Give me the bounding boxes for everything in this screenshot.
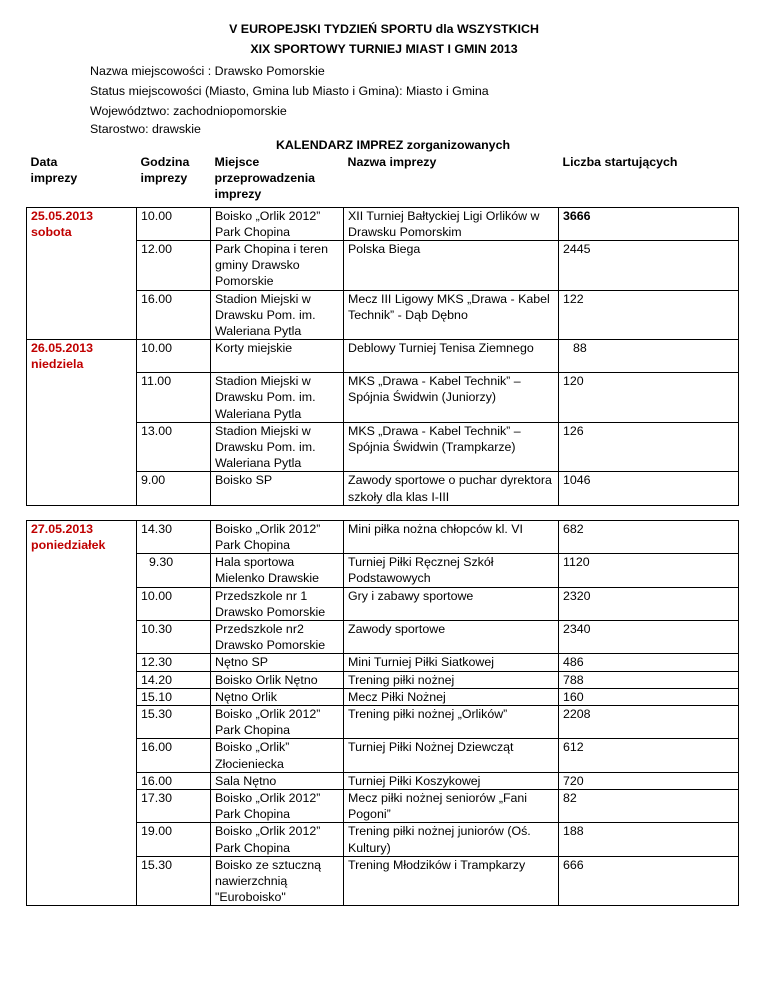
table-row	[27, 207, 739, 240]
place-text: Sala Nętno	[215, 773, 277, 788]
table-row	[27, 654, 739, 671]
table-row	[27, 290, 739, 340]
info-status: Status miejscowości (Miasto, Gmina lub Miasto i Gmina): Miasto i Gmina	[90, 84, 489, 98]
event-name-text: Deblowy Turniej Tenisa Ziemnego	[348, 341, 534, 356]
column-header: Nazwa imprezy	[347, 155, 437, 169]
place-cell	[211, 739, 344, 772]
place-text: Boisko ze sztuczną nawierzchnią "Euroboisko"	[215, 857, 322, 905]
place-text: Korty miejskie	[215, 341, 293, 356]
event-name-text: Gry i zabawy sportowe	[348, 588, 474, 603]
place-text: Boisko Orlik Nętno	[215, 672, 318, 687]
count-cell: 2445	[559, 241, 739, 291]
table-row	[27, 587, 739, 620]
time-cell: 16.00	[137, 290, 211, 340]
event-name-cell	[344, 790, 559, 823]
place-cell	[211, 207, 344, 240]
date-cell	[27, 654, 137, 671]
event-date: 26.05.2013	[31, 341, 94, 356]
event-date: 25.05.2013	[31, 208, 94, 223]
column-header: Godzina imprezy	[140, 155, 190, 186]
event-name-text: Zawody sportowe o puchar dyrektora szkoły dla klas I-III	[348, 473, 552, 504]
count-cell: 122	[559, 290, 739, 340]
event-name-text: Turniej Piłki Ręcznej Szkół Podstawowych	[348, 555, 494, 586]
place-cell	[211, 587, 344, 620]
date-cell	[27, 587, 137, 620]
event-name-cell	[344, 706, 559, 739]
event-name-cell	[344, 772, 559, 789]
place-text: Przedszkole nr2 Drawsko Pomorskie	[215, 621, 326, 653]
date-cell	[27, 772, 137, 789]
count-cell: 612	[559, 739, 739, 772]
doc-title-line2: XIX SPORTOWY TURNIEJ MIAST I GMIN 2013	[250, 42, 518, 56]
table-row	[27, 856, 739, 906]
place-text: Boisko SP	[215, 473, 273, 488]
place-text: Hala sportowa Mielenko Drawskie	[215, 555, 319, 586]
info-locality: Nazwa miejscowości : Drawsko Pomorskie	[90, 64, 325, 78]
event-name-cell	[344, 688, 559, 705]
date-cell	[27, 472, 137, 505]
event-name-text: XII Turniej Bałtyckiej Ligi Orlików w Drawsku Pomorskim	[348, 208, 540, 239]
event-name-cell	[344, 856, 559, 906]
time-cell: 10.30	[137, 620, 211, 653]
date-cell	[27, 207, 137, 240]
event-day: sobota	[31, 224, 72, 239]
event-name-cell	[344, 241, 559, 291]
count-cell: 2340	[559, 620, 739, 653]
event-day: poniedziałek	[31, 537, 106, 552]
count-cell: 88	[559, 340, 739, 373]
place-cell	[211, 422, 344, 472]
time-cell: 11.00	[137, 373, 211, 423]
count-cell: 3666	[559, 207, 739, 240]
table-row	[27, 671, 739, 688]
place-cell	[211, 472, 344, 505]
event-name-text: MKS „Drawa - Kabel Technik” – Spójnia Świdwin (Trampkarze)	[348, 423, 521, 454]
count-cell: 120	[559, 373, 739, 423]
table-row	[27, 688, 739, 705]
place-text: Stadion Miejski w Drawsku Pom. im. Waleriana Pytla	[215, 423, 316, 471]
event-name-text: Trening piłki nożnej juniorów (Oś. Kultury)	[348, 824, 531, 855]
count-cell: 188	[559, 823, 739, 856]
time-cell: 13.00	[137, 422, 211, 472]
event-name-text: MKS „Drawa - Kabel Technik” – Spójnia Świdwin (Juniorzy)	[348, 374, 521, 405]
event-name-cell	[344, 207, 559, 240]
events-table	[26, 154, 739, 906]
count-cell: 2320	[559, 587, 739, 620]
calendar-title: KALENDARZ IMPREZ zorganizowanych	[275, 138, 511, 152]
table-row	[27, 772, 739, 789]
place-cell	[211, 823, 344, 856]
event-name-text: Mini Turniej Piłki Siatkowej	[348, 655, 494, 670]
count-cell: 788	[559, 671, 739, 688]
date-cell	[27, 706, 137, 739]
place-cell	[211, 340, 344, 373]
event-name-cell	[344, 290, 559, 340]
event-date: 27.05.2013	[31, 521, 94, 536]
event-name-text: Zawody sportowe	[348, 621, 446, 636]
place-cell	[211, 856, 344, 906]
date-cell	[27, 856, 137, 906]
place-text: Boisko „Orlik 2012” Park Chopina	[215, 707, 321, 738]
time-cell: 10.00	[137, 587, 211, 620]
time-cell: 14.20	[137, 671, 211, 688]
event-name-text: Mecz piłki nożnej seniorów „Fani Pogoni”	[348, 791, 528, 822]
event-name-text: Trening piłki nożnej	[348, 672, 455, 687]
time-cell: 12.00	[137, 241, 211, 291]
table-row	[27, 472, 739, 505]
column-header: Liczba startujących	[562, 155, 678, 169]
time-cell: 19.00	[137, 823, 211, 856]
event-name-text: Trening Młodzików i Trampkarzy	[348, 857, 526, 872]
place-cell	[211, 290, 344, 340]
place-text: Boisko „Orlik 2012” Park Chopina	[215, 791, 321, 822]
place-text: Stadion Miejski w Drawsku Pom. im. Waleriana Pytla	[215, 291, 316, 339]
event-name-text: Mecz III Ligowy MKS „Drawa - Kabel Technik” - Dąb Dębno	[348, 291, 550, 322]
date-cell	[27, 688, 137, 705]
place-cell	[211, 654, 344, 671]
event-name-text: Turniej Piłki Nożnej Dziewcząt	[348, 740, 514, 755]
time-cell: 10.00	[137, 207, 211, 240]
event-name-cell	[344, 671, 559, 688]
date-cell	[27, 790, 137, 823]
place-text: Stadion Miejski w Drawsku Pom. im. Waleriana Pytla	[215, 374, 316, 421]
event-name-text: Polska Biega	[348, 242, 421, 257]
date-cell	[27, 241, 137, 291]
place-text: Boisko „Orlik 2012” Park Chopina	[215, 208, 321, 239]
table-row	[27, 790, 739, 823]
doc-title-line1: V EUROPEJSKI TYDZIEŃ SPORTU dla WSZYSTKICH	[229, 22, 539, 36]
time-cell: 17.30	[137, 790, 211, 823]
event-name-text: Mecz Piłki Nożnej	[348, 689, 446, 704]
event-name-text: Mini piłka nożna chłopców kl. VI	[348, 521, 523, 536]
table-row	[27, 241, 739, 291]
place-cell	[211, 688, 344, 705]
table-row	[27, 739, 739, 772]
count-cell: 160	[559, 688, 739, 705]
table-row	[27, 706, 739, 739]
event-name-cell	[344, 520, 559, 553]
event-name-cell	[344, 587, 559, 620]
time-cell: 15.30	[137, 706, 211, 739]
place-cell	[211, 706, 344, 739]
table-row	[27, 620, 739, 653]
event-name-cell	[344, 373, 559, 423]
date-cell	[27, 739, 137, 772]
time-cell: 9.30	[137, 554, 211, 587]
event-name-cell	[344, 472, 559, 505]
event-name-text: Turniej Piłki Koszykowej	[348, 773, 481, 788]
place-cell	[211, 671, 344, 688]
date-cell	[27, 671, 137, 688]
event-name-text: Trening piłki nożnej „Orlików”	[348, 707, 508, 721]
place-cell	[211, 373, 344, 423]
time-cell: 16.00	[137, 772, 211, 789]
count-cell: 1046	[559, 472, 739, 505]
table-row	[27, 422, 739, 472]
time-cell: 16.00	[137, 739, 211, 772]
table-row	[27, 520, 739, 553]
place-cell	[211, 790, 344, 823]
place-text: Boisko „Orlik 2012” Park Chopina	[215, 824, 321, 855]
group-spacer	[27, 505, 739, 520]
event-name-cell	[344, 739, 559, 772]
date-cell	[27, 620, 137, 653]
event-name-cell	[344, 554, 559, 587]
info-county: Starostwo: drawskie	[90, 122, 201, 136]
count-cell: 720	[559, 772, 739, 789]
time-cell: 14.30	[137, 520, 211, 553]
event-name-cell	[344, 422, 559, 472]
event-name-cell	[344, 620, 559, 653]
time-cell: 15.30	[137, 856, 211, 906]
event-day: niedziela	[31, 357, 84, 372]
time-cell: 15.10	[137, 688, 211, 705]
table-row	[27, 554, 739, 587]
place-cell	[211, 241, 344, 291]
event-name-cell	[344, 823, 559, 856]
count-cell: 1120	[559, 554, 739, 587]
table-row	[27, 340, 739, 373]
place-text: Nętno SP	[215, 655, 269, 670]
time-cell: 9.00	[137, 472, 211, 505]
date-cell	[27, 554, 137, 587]
place-cell	[211, 554, 344, 587]
count-cell: 2208	[559, 706, 739, 739]
date-cell	[27, 373, 137, 423]
date-cell	[27, 340, 137, 373]
place-text: Przedszkole nr 1 Drawsko Pomorskie	[215, 588, 326, 619]
place-cell	[211, 772, 344, 789]
count-cell: 682	[559, 520, 739, 553]
event-name-cell	[344, 340, 559, 373]
date-cell	[27, 290, 137, 340]
date-cell	[27, 520, 137, 553]
event-name-cell	[344, 654, 559, 671]
place-text: Nętno Orlik	[215, 689, 277, 704]
time-cell: 10.00	[137, 340, 211, 373]
date-cell	[27, 422, 137, 472]
table-row	[27, 823, 739, 856]
place-text: Boisko „Orlik” Złocieniecka	[215, 740, 290, 771]
place-cell	[211, 620, 344, 653]
count-cell: 486	[559, 654, 739, 671]
count-cell: 82	[559, 790, 739, 823]
place-text: Boisko „Orlik 2012” Park Chopina	[215, 521, 321, 552]
count-cell: 126	[559, 422, 739, 472]
table-row	[27, 373, 739, 423]
place-cell	[211, 520, 344, 553]
spacer-cell	[27, 505, 739, 520]
date-cell	[27, 823, 137, 856]
info-voivodeship: Województwo: zachodniopomorskie	[90, 104, 287, 118]
count-cell: 666	[559, 856, 739, 906]
place-text: Park Chopina i teren gminy Drawsko Pomorskie	[215, 242, 328, 289]
time-cell: 12.30	[137, 654, 211, 671]
column-header: Miejsce przeprowadzenia imprezy	[214, 155, 316, 202]
column-header: Data imprezy	[30, 155, 78, 186]
